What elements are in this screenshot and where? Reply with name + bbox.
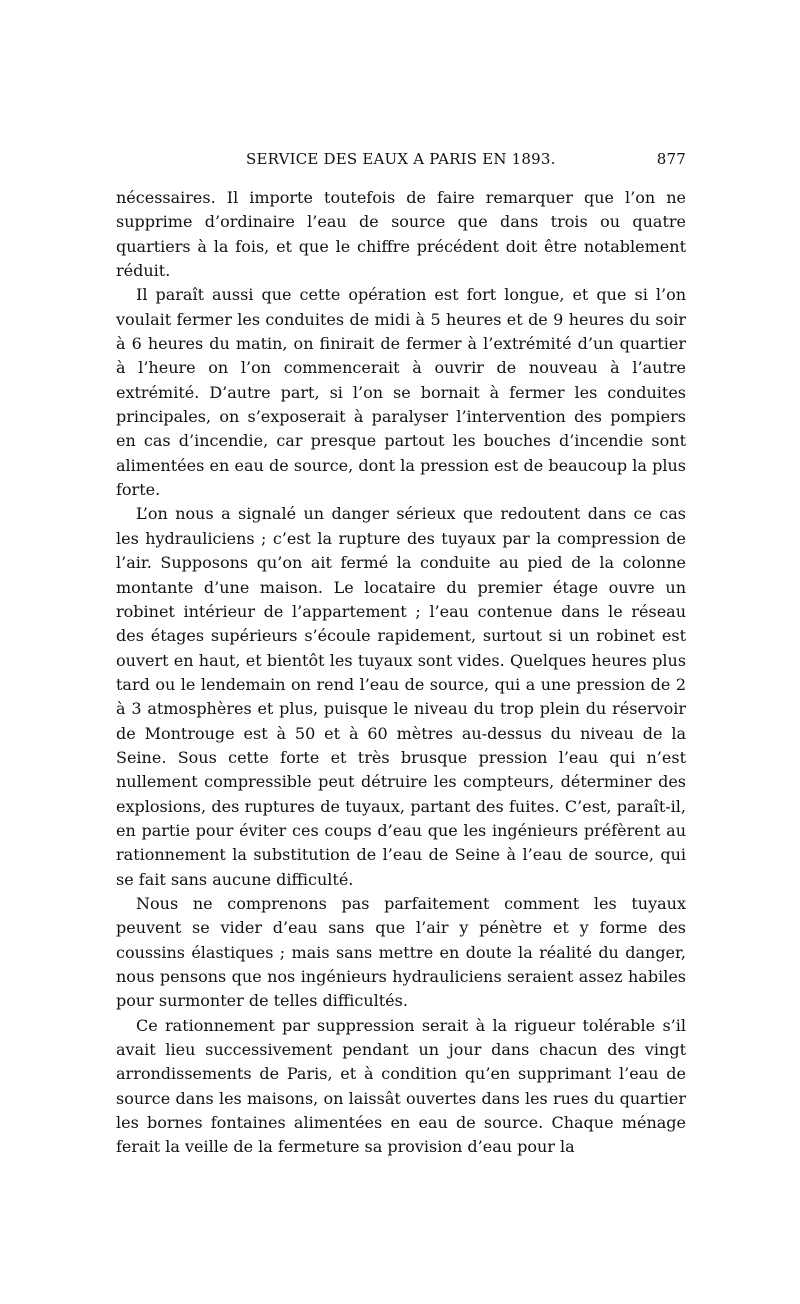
paragraph-1: nécessaires. Il importe toutefois de faire remarquer que l’on ne supprime d’ordinaire l’eau de source que dans trois ou quatre quartiers à la fois, et que le chiffre précédent doit être notablement réduit. [116,188,686,281]
paragraph-2: Il paraît aussi que cette opération est fort longue, et que si l’on voulait fermer les conduites de midi à 5 heures et de 9 heures du soir à 6 heures du matin, on finirait de fermer à l’extrémité d’un quartier à l’heure on l’on commencerait à ouvrir de nouveau à l’autre extrémité. D’autre part, si l’on se bornait à fermer les conduites principales, on s’exposerait à paralyser l’intervention des pompiers en cas d’incendie, car presque partout les bouches d’incendie sont alimentées en eau de source, dont la pression est de beaucoup la plus forte. [116,285,686,500]
paragraph-5: Ce rationnement par suppression serait à la rigueur tolérable s’il avait lieu successivement pendant un jour dans chacun des vingt arrondissements de Paris, et à condition qu’en supprimant l’eau de source dans les maisons, on laissât ouvertes dans les rues du quartier les bornes fontaines alimentées en eau de source. Chaque ménage ferait la veille de la fermeture sa provision d’eau pour la [116,1015,686,1157]
running-title: SERVICE DES EAUX A PARIS EN 1893. [246,150,556,168]
paragraph-4: Nous ne comprenons pas parfaitement comment les tuyaux peuvent se vider d’eau sans que l’air y pénètre et y forme des coussins élastiques ; mais sans mettre en doute la réalité du danger, nous pensons que nos ingénieurs hydrauliciens seraient assez habiles pour surmonter de telles difficultés. [116,893,686,1011]
paragraph-3: L’on nous a signalé un danger sérieux que redoutent dans ce cas les hydrauliciens ; c’est la rupture des tuyaux par la compression de l’air. Supposons qu’on ait fermé la conduite au pied de la colonne montante d’une maison. Le locataire du premier étage ouvre un robinet intérieur de l’appartement ; l’eau contenue dans le réseau des étages supérieurs s’écoule rapidement, surtout si un robinet est ouvert en haut, et bientôt les tuyaux sont vides. Quelques heures plus tard ou le lendemain on rend l’eau de source, qui a une pression de 2 à 3 atmosphères et plus, puisque le niveau du trop plein du réservoir de Montrouge est à 50 et à 60 mètres au-dessus du niveau de la Seine. Sous cette forte et très brusque pression l’eau qui n’est nullement compressible peut détruire les compteurs, déterminer des explosions, des ruptures de tuyaux, partant des fuites. C’est, paraît-il, en partie pour éviter ces coups d’eau que les ingénieurs préfèrent au rationnement la substitution de l’eau de Seine à l’eau de source, qui se fait sans aucune difficulté. [116,504,686,889]
page-body [116,186,686,1160]
page-number: 877 [656,150,686,168]
